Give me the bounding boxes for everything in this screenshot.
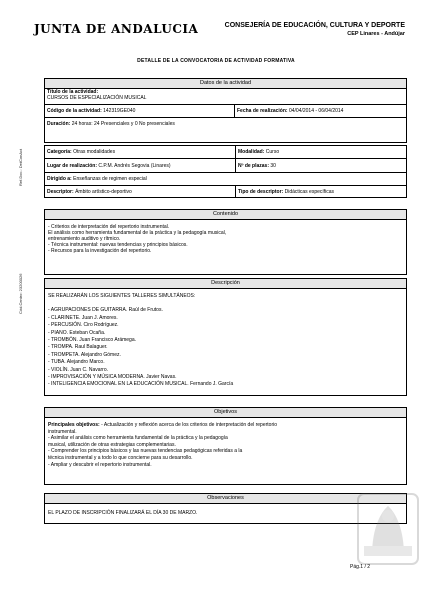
descripcion-line: - PIANO. Esteban Ocaña.	[48, 329, 106, 336]
codigo-cell	[45, 105, 235, 118]
descripcion-line: SE REALIZARÁN LOS SIGUIENTES TALLERES SIMULTÁNEOS:	[48, 293, 196, 299]
codigo-value: 142319GE040	[103, 108, 136, 114]
descripcion-heading: Descripción	[45, 279, 406, 289]
header-center: CEP Linares - Andújar	[347, 31, 405, 37]
modalidad-value: Curso	[265, 149, 280, 155]
objetivos-heading: Objetivos	[45, 408, 406, 418]
descripcion-line: - TROMBÓN. Juan Francisco Arámega.	[48, 337, 136, 344]
objetivos-section	[44, 407, 407, 485]
categoria-value: Otras modalidades	[73, 149, 116, 155]
descriptor-cell	[45, 186, 236, 198]
dirigido-row	[45, 173, 406, 186]
descripcion-line: - CLARINETE. Juan J. Amores.	[48, 314, 118, 321]
descripcion-line: - TUBA. Alejandro Marco.	[48, 359, 105, 366]
objetivos-first-line: - Actualización y reflexión acerca de los criterios de interpretación del repertorio	[99, 422, 277, 428]
duracion-label: Duración:	[47, 121, 71, 127]
andalucia-emblem-watermark	[352, 486, 424, 570]
tipo-label: Tipo de descriptor:	[238, 189, 284, 195]
fecha-cell	[235, 105, 406, 118]
datos-section	[44, 78, 407, 143]
contenido-line: - Criterios de interpretación del repertorio instrumental.	[48, 224, 170, 230]
tipo-descriptor-cell	[236, 186, 406, 198]
descripcion-line: - INTELIGENCIA EMOCIONAL EN LA EDUCACIÓN MUSICAL. Fernando J. García	[48, 381, 234, 388]
header-org: CONSEJERÍA DE EDUCACIÓN, CULTURA Y DEPORTE	[224, 22, 405, 29]
contenido-line: - Técnica instrumental: nuevas tendencias y principios básicos.	[48, 242, 188, 248]
side-ref: Ref.Doc.: DetConAct	[18, 148, 23, 186]
descriptor-label: Descriptor:	[47, 189, 74, 195]
descripcion-section	[44, 278, 407, 396]
objetivos-label: Principales objetivos:	[48, 422, 100, 428]
objetivos-line: - Comprender los principios básicos y las nuevas tendencias pedagógicas referidas a la	[48, 448, 243, 455]
contenido-heading: Contenido	[45, 210, 406, 220]
observaciones-heading: Observaciones	[45, 494, 406, 504]
descripcion-line: - TROMPETA. Alejandro Gómez.	[48, 351, 121, 358]
contenido-body	[45, 220, 406, 258]
descripcion-line: - IMPROVISACIÓN Y MÚSICA MODERNA. Javier Navas.	[48, 374, 177, 381]
titulo-value: CURSOS DE ESPECIALIZACIÓN MUSICAL	[47, 95, 147, 101]
fecha-label: Fecha de realización:	[237, 108, 288, 114]
categoria-label: Categoría:	[47, 149, 72, 155]
objetivos-line: - Asimilar el análisis como herramienta fundamental de la práctica y la pedagogía	[48, 435, 228, 442]
objetivos-line: - Ampliar y descubrir el repertorio instrumental.	[48, 461, 152, 468]
objetivos-line: instrumental.	[48, 428, 77, 435]
page-number: Pág.1 / 2	[350, 564, 371, 570]
codigo-label: Código de la actividad:	[47, 108, 102, 114]
lugar-label: Lugar de realización:	[47, 163, 98, 169]
contenido-line: entrenamiento auditivo y rítmico.	[48, 236, 121, 242]
duracion-row	[45, 118, 406, 131]
lugar-value: C.P.M. Andrés Segovia (Linares)	[98, 163, 171, 169]
modalidad-cell	[236, 146, 406, 159]
descripcion-body	[45, 289, 406, 393]
plazas-label: Nº de plazas:	[238, 163, 270, 169]
observaciones-text: EL PLAZO DE INSCRIPCIÓN FINALIZARÁ EL DÍA 30 DE MARZO.	[48, 510, 198, 516]
fecha-value: 04/04/2014 - 06/04/2014	[288, 108, 344, 114]
plazas-value: 30	[270, 163, 276, 169]
contenido-line: El análisis como herramienta fundamental de la práctica y la pedagogía musical,	[48, 230, 227, 236]
descripcion-line: - PERCUSIÓN. Ciro Rodríguez.	[48, 322, 119, 329]
logo: JUNTA DE ANDALUCIA	[34, 22, 199, 36]
dirigido-value: Enseñanzas de regimen especial	[73, 176, 147, 182]
descripcion-line: - VIOLÍN. Juan C. Navarro.	[48, 366, 109, 373]
objetivos-line: técnica instrumental y a todo lo que concierne para su desarrollo.	[48, 454, 193, 461]
tipo-value: Didácticas específicas	[284, 189, 335, 195]
dirigido-label: Dirigido a:	[47, 176, 72, 182]
lugar-cell	[45, 159, 236, 173]
plazas-cell	[236, 159, 406, 173]
categoria-section	[44, 145, 407, 198]
descripcion-blank	[48, 300, 403, 307]
side-code: Cód.Centro: 23200026	[18, 273, 23, 314]
descripcion-line: - TROMPA. Raul Balaguer.	[48, 344, 108, 351]
descriptor-value: Ámbito artístico-deportivo	[75, 189, 132, 195]
duracion-value: 24 horas: 24 Presenciales y 0 No presenciales	[71, 121, 175, 127]
datos-heading: Datos de la actividad	[45, 79, 406, 89]
document-title: DETALLE DE LA CONVOCATORIA DE ACTIVIDAD FORMATIVA	[137, 58, 295, 64]
descripcion-line: - AGRUPACIONES DE GUITARRA. Raúl de Frutos.	[48, 307, 163, 314]
titulo-row	[45, 88, 406, 105]
contenido-line: - Recursos para la investigación del repertorio.	[48, 248, 152, 254]
objetivos-body	[45, 418, 406, 472]
objetivos-line: musical, utilización de otras estrategias complementarias.	[48, 441, 176, 448]
contenido-section	[44, 209, 407, 275]
modalidad-label: Modalidad:	[238, 149, 265, 155]
titulo-label: Título de la actividad:	[47, 89, 99, 95]
categoria-cell	[45, 146, 236, 159]
